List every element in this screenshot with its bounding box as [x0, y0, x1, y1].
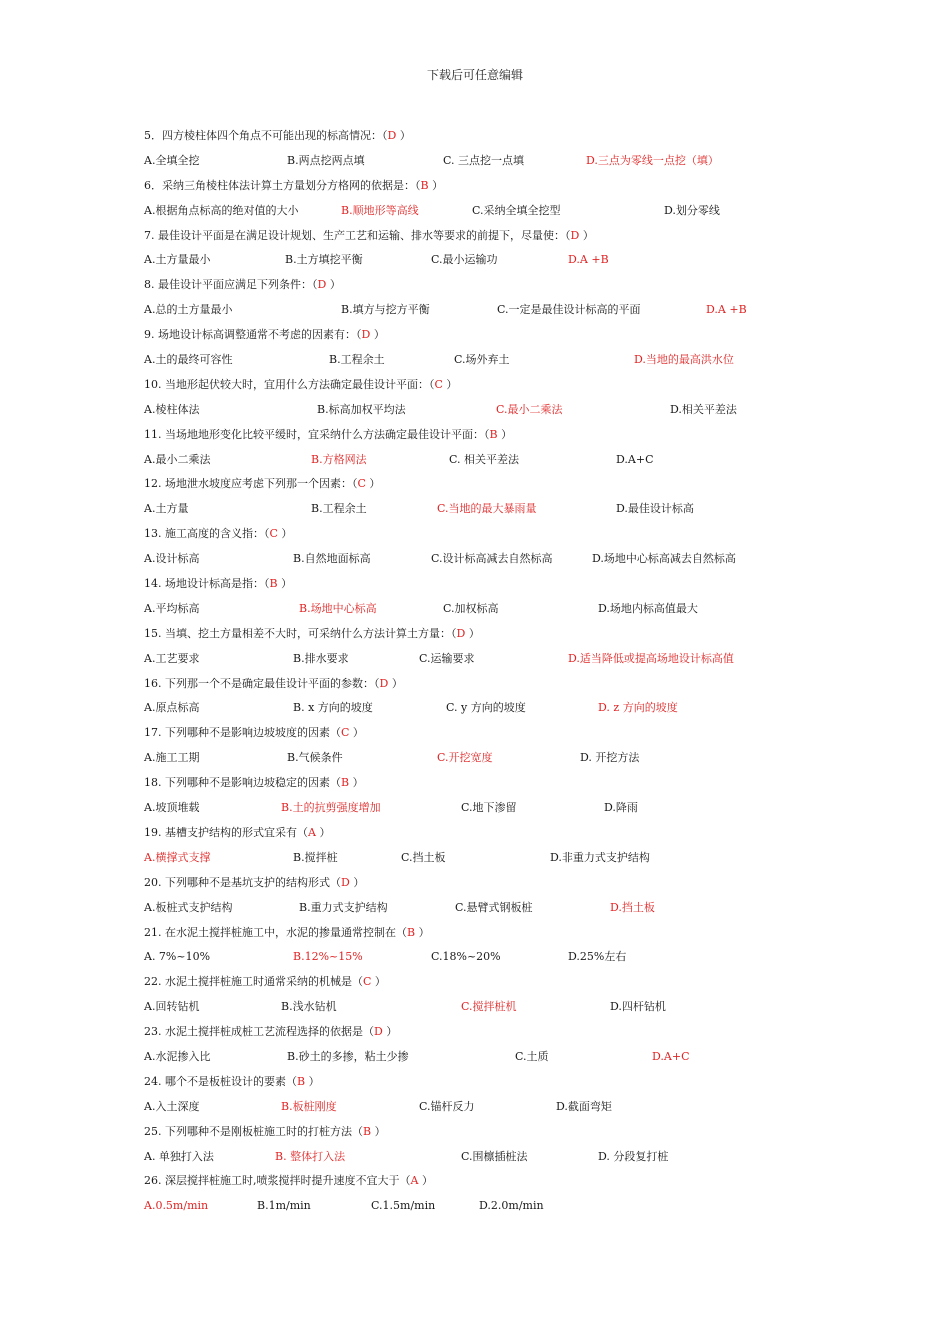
question-stem: [144, 425, 764, 450]
options-row: [144, 250, 764, 275]
question-stem: [144, 1122, 764, 1147]
option: B.排水要求: [293, 651, 349, 665]
question-stem: [144, 674, 764, 699]
option: A.棱柱体法: [144, 402, 200, 416]
question-stem: [144, 873, 764, 898]
option: A.全填全挖: [144, 153, 200, 167]
correct-option: D.挡土板: [610, 900, 655, 914]
question-stem: [144, 624, 764, 649]
option: D.四杆钻机: [610, 1000, 666, 1014]
question-close: ）: [349, 875, 365, 889]
answer-letter: D: [374, 1025, 383, 1039]
question-text: 17. 下列哪种不是影响边坡坡度的因素（: [144, 726, 341, 740]
option: D.划分零线: [664, 203, 720, 217]
option: C.18%~20%: [431, 950, 501, 964]
question-text: 8. 最佳设计平面应满足下列条件：（: [144, 278, 318, 292]
question-close: ）: [388, 676, 403, 690]
option: D.25%左右: [568, 950, 627, 964]
option: C.锚杆反力: [419, 1099, 475, 1113]
question-text: 23. 水泥土搅拌桩成桩工艺流程选择的依据是（: [144, 1025, 374, 1039]
question-stem: [144, 773, 764, 798]
correct-option: C.最小二乘法: [496, 402, 563, 416]
options-row: [144, 499, 764, 524]
option: A.施工工期: [144, 751, 200, 765]
option: D.A+C: [616, 452, 654, 466]
answer-letter: D: [379, 676, 389, 690]
option: B.自然地面标高: [293, 552, 371, 566]
question-close: ）: [371, 1124, 386, 1138]
answer-letter: C: [269, 527, 278, 541]
question-stem: [144, 226, 764, 251]
option: D.降雨: [604, 801, 638, 815]
question-text: 9. 场地设计标高调整通常不考虑的因素有：（: [144, 328, 362, 342]
question-close: ）: [418, 1174, 433, 1188]
question-close: ）: [382, 1025, 398, 1039]
option: D.最佳设计标高: [616, 502, 694, 516]
question-close: ）: [349, 726, 364, 740]
question-text: 11. 当场地地形变化比较平缓时，宜采纳什么方法确定最佳设计平面：（: [144, 427, 490, 441]
question-text: 13. 施工高度的含义指：（: [144, 527, 270, 541]
options-row: [144, 1047, 764, 1072]
option: C.运输要求: [419, 651, 475, 665]
options-row: [144, 350, 764, 375]
options-row: [144, 151, 764, 176]
question-stem: [144, 723, 764, 748]
question-close: ）: [428, 178, 444, 192]
question-stem: [144, 1171, 764, 1196]
correct-option: B.12%~15%: [293, 950, 363, 964]
correct-option: C.搅拌桩机: [461, 1000, 517, 1014]
answer-letter: B: [269, 577, 278, 591]
correct-option: B. 整体打入法: [275, 1149, 346, 1163]
question-close: ）: [497, 427, 513, 441]
question-stem: [144, 923, 764, 948]
option: C. 相关平差法: [449, 452, 520, 466]
question-stem: [144, 524, 764, 549]
page-header: 下载后可任意编辑: [426, 68, 523, 82]
answer-letter: B: [489, 427, 498, 441]
option: A.最小二乘法: [144, 452, 211, 466]
question-stem: [144, 275, 764, 300]
correct-option: B.板桩刚度: [281, 1099, 337, 1113]
correct-option: D. z 方向的坡度: [598, 701, 678, 715]
option: D. 开挖方法: [580, 751, 640, 765]
question-text: 24. 哪个不是板桩设计的要素（: [144, 1074, 297, 1088]
option: B.砂土的多掺，粘土少掺: [287, 1049, 409, 1063]
question-stem: [144, 474, 764, 499]
option: C.设计标高减去自然标高: [431, 552, 553, 566]
question-close: ）: [396, 129, 411, 142]
answer-letter: B: [297, 1074, 306, 1088]
question-stem: [144, 176, 764, 201]
option: A.入土深度: [144, 1099, 200, 1113]
question-stem: [144, 126, 764, 151]
option: A.水泥掺入比: [144, 1049, 211, 1063]
answer-letter: C: [357, 477, 366, 491]
option: A. 7%~10%: [144, 950, 211, 964]
option: C.悬臂式钢板桩: [455, 900, 533, 914]
option: D.场地内标高值最大: [598, 601, 698, 615]
question-text: 7. 最佳设计平面是在满足设计规划、生产工艺和运输、排水等要求的前提下，尽量使：（: [144, 228, 571, 242]
question-close: ）: [415, 925, 430, 939]
option: B.浅水钻机: [281, 1000, 337, 1014]
options-row: [144, 300, 764, 325]
question-close: ）: [465, 626, 480, 640]
option: A.坡顶堆载: [144, 801, 200, 815]
answer-letter: A: [410, 1174, 419, 1188]
correct-option: D.A+C: [652, 1049, 690, 1063]
answer-letter: B: [420, 178, 429, 192]
option: A.设计标高: [144, 552, 200, 566]
option: C.1.5m/min: [371, 1199, 436, 1213]
option: D.截面弯矩: [556, 1099, 612, 1113]
question-text: 25. 下列哪种不是刚板桩施工时的打桩方法（: [144, 1124, 363, 1138]
question-text: 19. 基槽支护结构的形式宜采有（: [144, 825, 308, 839]
option: C.地下渗留: [461, 801, 517, 815]
options-row: [144, 649, 764, 674]
question-text: 14. 场地设计标高是指：（: [144, 577, 270, 591]
correct-option: A.0.5m/min: [144, 1199, 209, 1213]
option: C.最小运输功: [431, 253, 498, 267]
option: A.土方量: [144, 502, 189, 516]
correct-option: D.A +B: [706, 303, 747, 317]
question-stem: [144, 325, 764, 350]
question-text: 10. 当地形起伏较大时，宜用什么方法确定最佳设计平面：（: [144, 377, 435, 391]
correct-option: D.三点为零线一点挖（填）: [586, 153, 719, 167]
answer-letter: D: [341, 875, 350, 889]
question-close: ）: [326, 278, 341, 292]
option: A.工艺要求: [144, 651, 200, 665]
options-row: [144, 1147, 764, 1172]
options-row: [144, 748, 764, 773]
option: D.场地中心标高减去自然标高: [592, 552, 736, 566]
correct-option: D.A +B: [568, 253, 609, 267]
question-text: 22. 水泥土搅拌桩施工时通常采纳的机械是（: [144, 975, 363, 989]
option: C.加权标高: [443, 601, 499, 615]
answer-letter: A: [308, 825, 316, 839]
option: D.非重力式支护结构: [550, 850, 650, 864]
option: C.一定是最佳设计标高的平面: [497, 303, 641, 317]
question-close: ）: [579, 228, 594, 242]
option: B.1m/min: [257, 1199, 311, 1213]
question-text: 16. 下列那一个不是确定最佳设计平面的参数：（: [144, 676, 380, 690]
question-close: ）: [365, 477, 381, 491]
options-row: [144, 400, 764, 425]
answer-letter: B: [407, 925, 416, 939]
correct-option: C.开挖宽度: [437, 751, 493, 765]
option: A.土方量最小: [144, 253, 211, 267]
correct-option: B.土的抗剪强度增加: [281, 801, 381, 815]
answer-letter: D: [456, 626, 466, 640]
answer-letter: D: [387, 129, 397, 142]
question-text: 20. 下列哪种不是基坑支护的结构形式（: [144, 875, 341, 889]
options-row: [144, 798, 764, 823]
option: D.相关平差法: [670, 402, 737, 416]
option: A. 单独打入法: [144, 1149, 214, 1163]
options-row: [144, 599, 764, 624]
option: B.工程余土: [329, 353, 385, 367]
answer-letter: D: [570, 228, 580, 242]
option: C.场外弃土: [454, 353, 510, 367]
question-text: 12. 场地泄水坡度应考虑下列那一个因素：（: [144, 477, 358, 491]
correct-option: B.顺地形等高线: [341, 203, 419, 217]
correct-option: B.场地中心标高: [299, 601, 377, 615]
option: D. 分段复打桩: [598, 1149, 669, 1163]
question-list: [144, 126, 764, 1221]
option: C.采纳全填全挖型: [472, 203, 561, 217]
options-row: [144, 450, 764, 475]
correct-option: D.适当降低或提高场地设计标高值: [568, 651, 734, 665]
answer-letter: B: [363, 1124, 372, 1138]
option: B.标高加权平均法: [317, 402, 406, 416]
options-row: [144, 947, 764, 972]
question-stem: [144, 823, 764, 848]
options-row: [144, 898, 764, 923]
option: C.挡土板: [401, 850, 446, 864]
correct-option: A.横撑式支撑: [144, 850, 211, 864]
question-text: 5．四方棱柱体四个角点不可能出现的标高情况：（: [144, 129, 388, 142]
question-close: ）: [277, 577, 293, 591]
option: A.平均标高: [144, 601, 200, 615]
question-text: 15. 当填、挖土方量相差不大时，可采纳什么方法计算土方量：（: [144, 626, 457, 640]
option: B.工程余土: [311, 502, 367, 516]
question-close: ）: [305, 1074, 320, 1088]
option: C.土质: [515, 1049, 549, 1063]
options-row: [144, 698, 764, 723]
option: C. y 方向的坡度: [446, 701, 526, 715]
question-stem: [144, 1022, 764, 1047]
correct-option: C.当地的最大暴雨量: [437, 502, 537, 516]
option: B.气候条件: [287, 751, 343, 765]
option: B.填方与挖方平衡: [341, 303, 430, 317]
answer-letter: B: [341, 776, 350, 790]
answer-letter: D: [361, 328, 371, 342]
option: A.原点标高: [144, 701, 200, 715]
options-row: [144, 201, 764, 226]
option: C. 三点挖一点填: [443, 153, 525, 167]
question-text: 18. 下列哪种不是影响边坡稳定的因素（: [144, 776, 341, 790]
options-row: [144, 997, 764, 1022]
question-text: 21. 在水泥土搅拌桩施工中，水泥的掺量通常控制在（: [144, 925, 407, 939]
option: A.回转钻机: [144, 1000, 200, 1014]
option: A.土的最终可容性: [144, 353, 233, 367]
question-text: 26. 深层搅拌桩施工时,喷浆搅拌时提升速度不宜大于（: [144, 1174, 411, 1188]
correct-option: B.方格网法: [311, 452, 367, 466]
question-stem: [144, 574, 764, 599]
answer-letter: D: [317, 278, 327, 292]
question-close: ）: [371, 975, 386, 989]
question-stem: [144, 1072, 764, 1097]
question-stem: [144, 375, 764, 400]
answer-letter: C: [341, 726, 350, 740]
option: B.两点挖两点填: [287, 153, 365, 167]
question-close: ）: [349, 776, 364, 790]
option: A.根据角点标高的绝对值的大小: [144, 203, 299, 217]
question-close: ）: [277, 527, 293, 541]
options-row: [144, 1196, 764, 1221]
question-stem: [144, 972, 764, 997]
option: D.2.0m/min: [479, 1199, 544, 1213]
option: A.板桩式支护结构: [144, 900, 233, 914]
options-row: [144, 1097, 764, 1122]
correct-option: D.当地的最高洪水位: [634, 353, 734, 367]
answer-letter: C: [434, 377, 443, 391]
question-text: 6．采纳三角棱柱体法计算土方量划分方格网的依据是：（: [144, 178, 421, 192]
options-row: [144, 848, 764, 873]
option: B. x 方向的坡度: [293, 701, 373, 715]
question-close: ）: [442, 377, 458, 391]
option: B.搅拌桩: [293, 850, 338, 864]
option: B.重力式支护结构: [299, 900, 388, 914]
option: A.总的土方量最小: [144, 303, 233, 317]
option: B.土方填挖平衡: [285, 253, 363, 267]
question-close: ）: [315, 825, 331, 839]
question-close: ）: [370, 328, 385, 342]
options-row: [144, 549, 764, 574]
answer-letter: C: [363, 975, 372, 989]
option: C.围檩插桩法: [461, 1149, 528, 1163]
